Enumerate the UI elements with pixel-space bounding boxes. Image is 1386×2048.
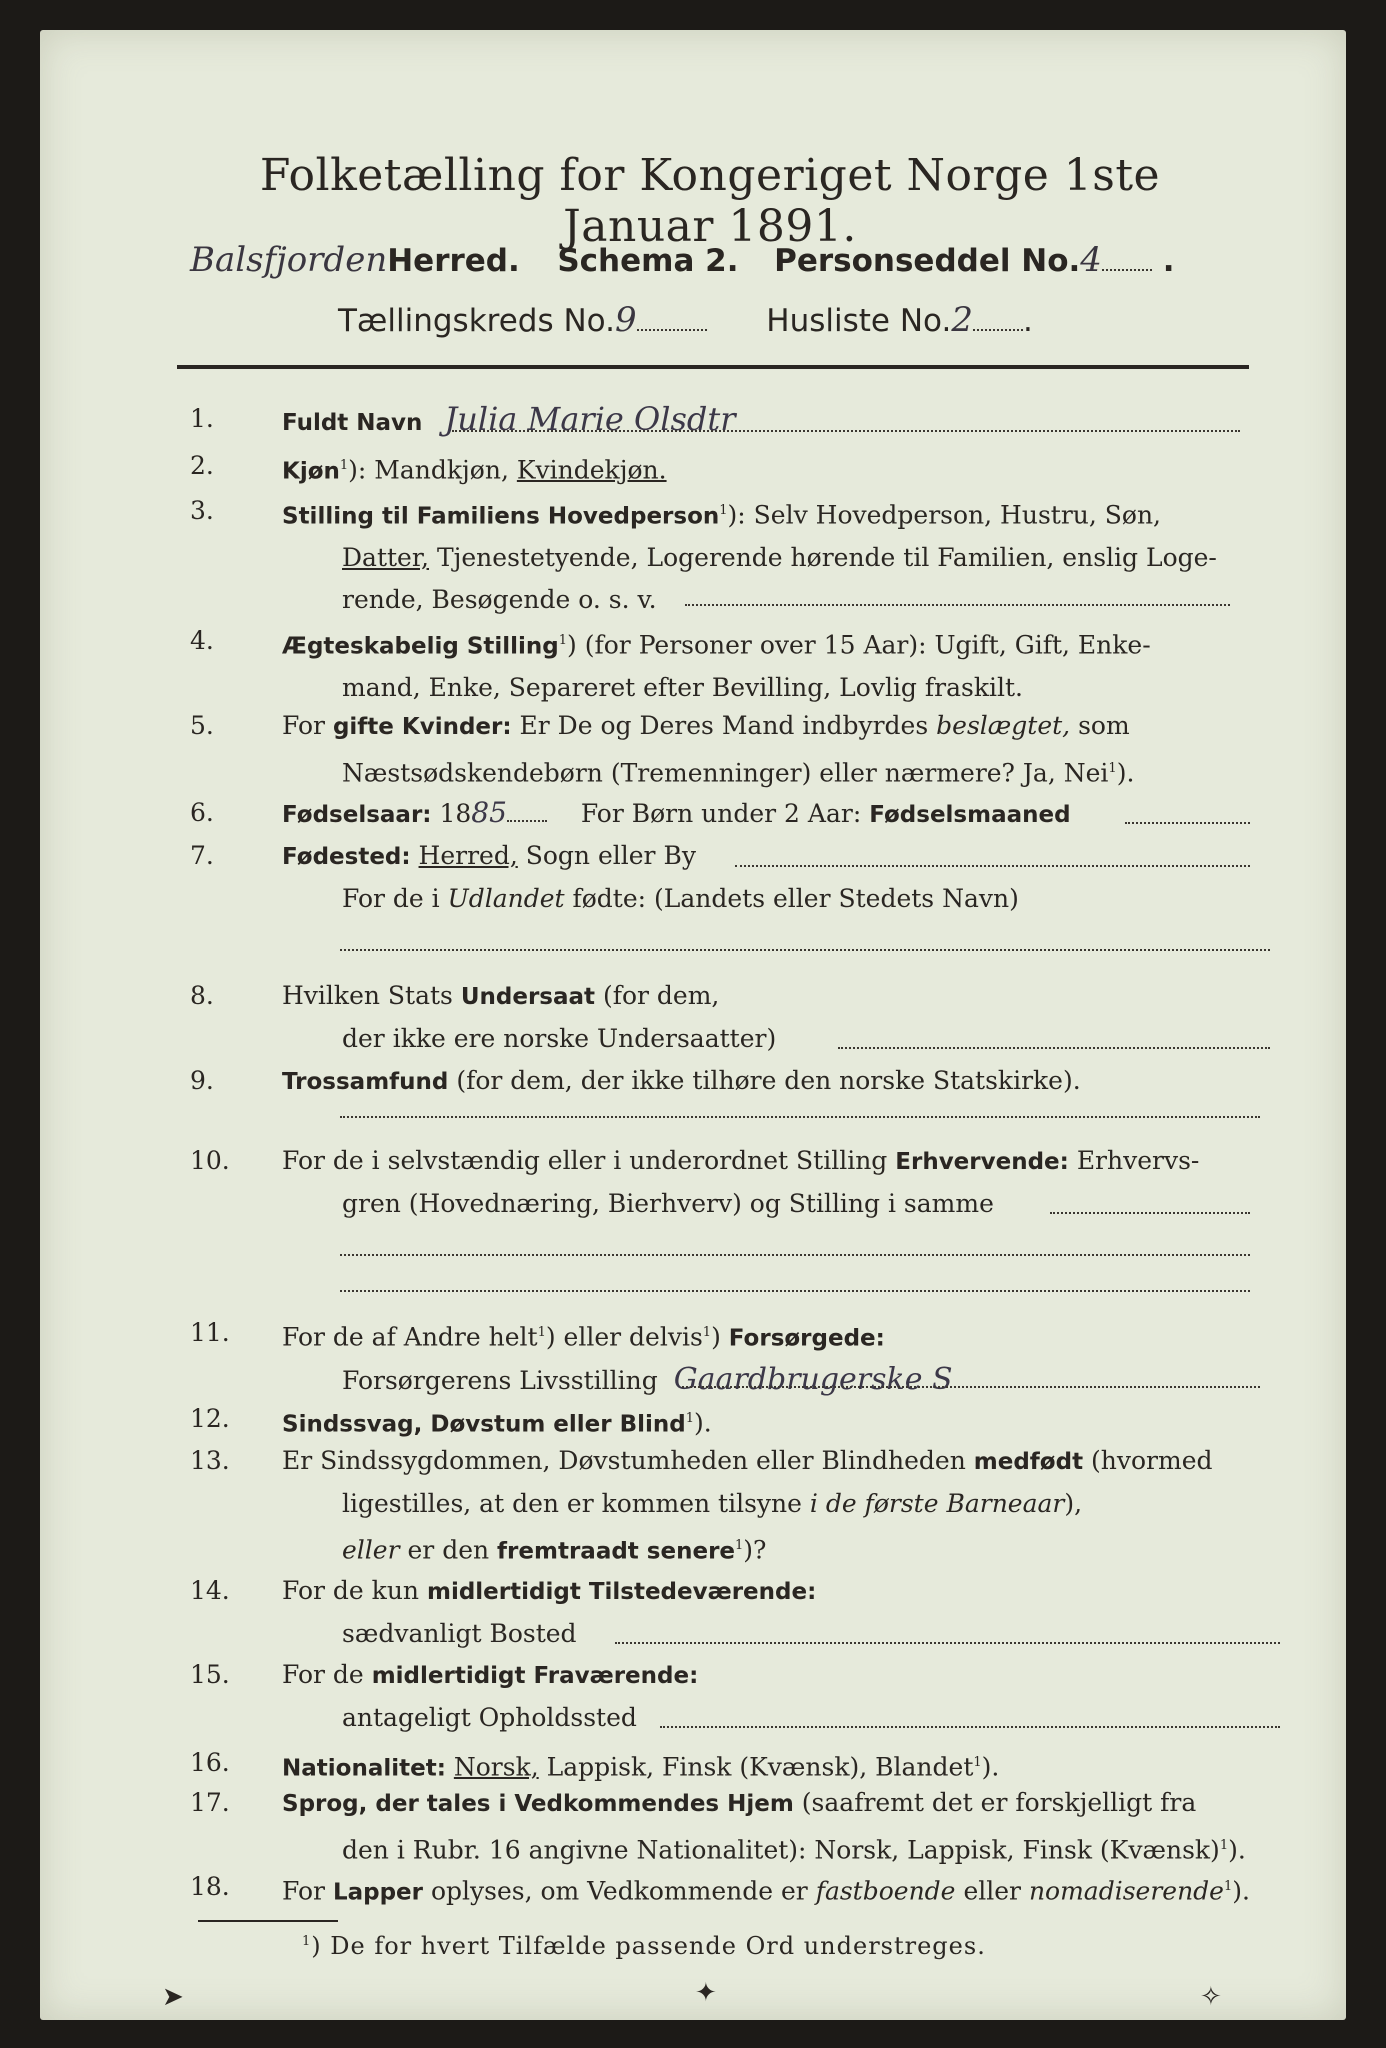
religion-label: Trossamfund [282,1069,449,1095]
item-6 [190,792,1280,834]
item-number: 13. [190,1446,230,1475]
husliste-value: 2 [951,300,973,340]
provider-occupation-value: Gaardbrugerske S [673,1362,953,1398]
header-row-2: Tællingskreds No.9 Husliste No.2 . [338,300,1033,340]
item-number: 3. [190,496,214,525]
herred-label: Herred. [387,243,520,279]
text: Udlandet [447,884,565,913]
text: eller [963,1876,1021,1906]
item-12: 12. Sindssvag, Døvstum eller Blind$^1$). [190,1398,1280,1440]
kreds-label: Tællingskreds No. [338,303,615,339]
marital-label: Ægteskabelig Stilling [282,633,559,660]
item-number: 12. [190,1404,230,1433]
item-14 [190,1570,1280,1656]
footnote [302,1932,986,1960]
personseddel-label: Personseddel No. [774,243,1081,279]
language-label: Sprog, der tales i Vedkommendes Hjem [282,1791,794,1817]
item-5: 5. For gifte Kvinder: Er De og Deres Mand indbyrdes beslægtet, som Næstsødskendebørn (Tremenninger) eller nærmere? Ja, Nei$^1$). [190,705,1280,791]
text: fastboende [815,1876,956,1906]
birthplace-label: Fødested: [282,844,411,870]
text: For [282,711,325,740]
disability-label: Sindssvag, Døvstum eller Blind [282,1411,686,1438]
temporary-present-label: midlertidigt Tilstedeværende: [426,1579,817,1605]
herred-value: Balsfjorden [190,240,388,280]
marital-options: ) (for Personer over 15 Aar): Ugift, Gift, Enke- [567,630,1151,660]
text: ligestilles, at den er kommen tilsyne [342,1489,802,1518]
sex-label: Kjøn [282,458,340,485]
item-15 [190,1654,1280,1740]
citizenship-label: Undersaat [460,984,596,1010]
text: Hvilken Stats [282,981,453,1010]
relation-options: ): Selv Hovedperson, Hustru, Søn, [727,500,1162,530]
text: (saafremt det er forskjelligt fra [801,1788,1197,1817]
text: Lappisk, Finsk (Kvænsk), Blandet [546,1752,974,1782]
text: For de i [342,884,440,913]
text: For de af Andre helt [282,1322,538,1352]
text: fødte: (Landets eller Stedets Navn) [572,884,1019,913]
item-number: 15. [190,1660,230,1689]
text: ) eller delvis [545,1322,703,1352]
nationality-label: Nationalitet: [282,1755,446,1782]
header-row-1: BalsfjordenHerred. Schema 2. Personseddel No.4 . [190,240,1175,280]
item-7 [190,835,1280,965]
item-number: 1. [190,404,214,433]
birth-year-label: Fødselsaar: [282,802,432,828]
text: Er Sindssygdommen, Døvstumheden eller Blindheden [282,1446,966,1475]
sex-selected: Kvindekjøn. [516,455,667,485]
relation-selected: Datter, [342,543,429,573]
relation-label: Stilling til Familiens Hovedperson [282,503,720,530]
footnote-rule [198,1920,338,1922]
text: eller [342,1535,400,1565]
text: sædvanligt Bosted [342,1619,577,1648]
nationality-selected: Norsk, [453,1752,539,1782]
schema-label: Schema 2. [557,243,739,279]
kreds-value: 9 [614,300,637,340]
birth-year-prefix: 18 [439,799,472,828]
text: er den [407,1535,490,1565]
sex-options: ): Mandkjøn, [348,455,509,485]
married-women-label: gifte Kvinder: [332,714,512,740]
item-16: 16. Nationalitet: Norsk, Lappisk, Finsk (Kvænsk), Blandet$^1$). [190,1742,1280,1784]
text: Næstsødskendebørn (Tremenninger) eller nærmere? Ja, Nei [342,758,1109,788]
item-number: 5. [190,711,214,740]
item-number: 18. [190,1872,230,1901]
text: For de kun [282,1576,420,1605]
birthplace-selected: Herred, [418,841,518,870]
item-number: 6. [190,798,214,827]
item-10 [190,1140,1280,1300]
item-number: 9. [190,1066,214,1095]
name-label: Fuldt Navn [282,410,423,436]
item-number: 4. [190,626,214,655]
census-form-sheet [40,30,1346,2020]
text: gren (Hovednæring, Bierhverv) og Stilling i samme [342,1189,994,1218]
item-number: 7. [190,841,214,870]
item-3: 3. Stilling til Familiens Hovedperson$^1$): Selv Hovedperson, Hustru, Søn, Datter, Tjenestetyende, Logerende hørende til Familien, enslig Loge- rende, Besøgende o. s. v. [190,490,1280,620]
text: der ikke ere norske Undersaatter) [342,1024,777,1053]
occupation-label: Erhvervende: [895,1149,1069,1175]
item-number: 10. [190,1146,230,1175]
lapps-label: Lapper [332,1879,423,1906]
text: Er De og Deres Mand indbyrdes [519,711,929,740]
text: For de [282,1660,364,1689]
item-4: 4. Ægteskabelig Stilling$^1$) (for Personer over 15 Aar): Ugift, Gift, Enke- mand, Enke, Separeret efter Bevilling, Lovlig fraskilt. [190,620,1280,706]
item-2 [190,445,1280,487]
form-title: Folketælling for Kongeriget Norge 1ste Januar 1891. [259,150,1161,252]
item-number: 17. [190,1788,230,1817]
text: oplyses, om Vedkommende er [430,1876,808,1906]
text: Sogn eller By [525,841,696,870]
corner-mark-left: ➤ [162,1982,184,2012]
header-rule [177,365,1249,369]
temporary-absent-label: midlertidigt Fraværende: [371,1663,699,1689]
item-number: 11. [190,1318,230,1347]
footnote-ref: 1 [339,458,349,473]
item-13: 13. Er Sindssygdommen, Døvstumheden eller Blindheden medfødt (hvormed ligestilles, at den er kommen tilsyne i de første Barneaar), eller er den fremtraadt senere$^1$)? [190,1440,1280,1570]
text: For Børn under 2 Aar: [580,799,862,828]
item-1 [190,398,1280,440]
item-11: 11. For de af Andre helt$^1$) eller delvis$^1$) Forsørgede: Forsørgerens Livsstilling Gaardbrugerske S [190,1312,1280,1398]
corner-mark-center: ✦ [695,1978,717,2008]
relation-options-3: rende, Besøgende o. s. v. [342,585,657,615]
text: antageligt Opholdssted [342,1703,637,1732]
supported-label: Forsørgede: [728,1325,885,1352]
text: (hvormed [1091,1446,1213,1475]
item-number: 2. [190,451,214,480]
name-value: Julia Marie Olsdtr [444,400,736,438]
husliste-label: Husliste No. [766,303,952,339]
item-9 [190,1060,1280,1146]
birth-year-value: 85 [471,796,507,829]
footnote-marker: 1 [302,1934,312,1949]
item-number: 14. [190,1576,230,1605]
item-number: 8. [190,981,214,1010]
text: som [1078,711,1130,740]
text: For [282,1876,325,1906]
text: den i Rubr. 16 angivne Nationalitet): Norsk, Lappisk, Finsk (Kvænsk) [342,1835,1220,1865]
text: i de første Barneaar [809,1489,1065,1518]
birth-month-label: Fødselsmaaned [869,802,1071,828]
text: (for dem, der ikke tilhøre den norske Statskirke). [456,1066,1081,1095]
later-onset-label: fremtraadt senere [497,1538,736,1565]
congenital-label: medfødt [973,1449,1084,1475]
text: For de i selvstændig eller i underordnet Stilling [282,1146,888,1175]
marital-options-2: mand, Enke, Separeret efter Bevilling, Lovlig fraskilt. [342,673,1023,703]
text: nomadiserende [1028,1876,1224,1906]
text: (for dem, [602,981,720,1010]
text: Forsørgerens Livsstilling [342,1366,658,1396]
relation-options-2: Tjenestetyende, Logerende hørende til Familien, enslig Loge- [436,543,1217,573]
personseddel-value: 4 [1080,240,1102,280]
item-17: 17. Sprog, der tales i Vedkommendes Hjem (saafremt det er forskjelligt fra den i Rubr. 16 angivne Nationalitet): Norsk, Lappisk, Finsk (Kvænsk)$^1$). [190,1782,1280,1868]
text: Erhvervs- [1076,1146,1200,1175]
item-number: 16. [190,1748,230,1777]
item-8 [190,975,1280,1061]
footnote-text: ) De for hvert Tilfælde passende Ord understreges. [311,1932,986,1960]
text: beslægtet, [936,711,1071,740]
item-18: 18. For Lapper oplyses, om Vedkommende er fastboende eller nomadiserende$^1$). [190,1866,1280,1908]
corner-mark-right: ✧ [1200,1982,1222,2012]
